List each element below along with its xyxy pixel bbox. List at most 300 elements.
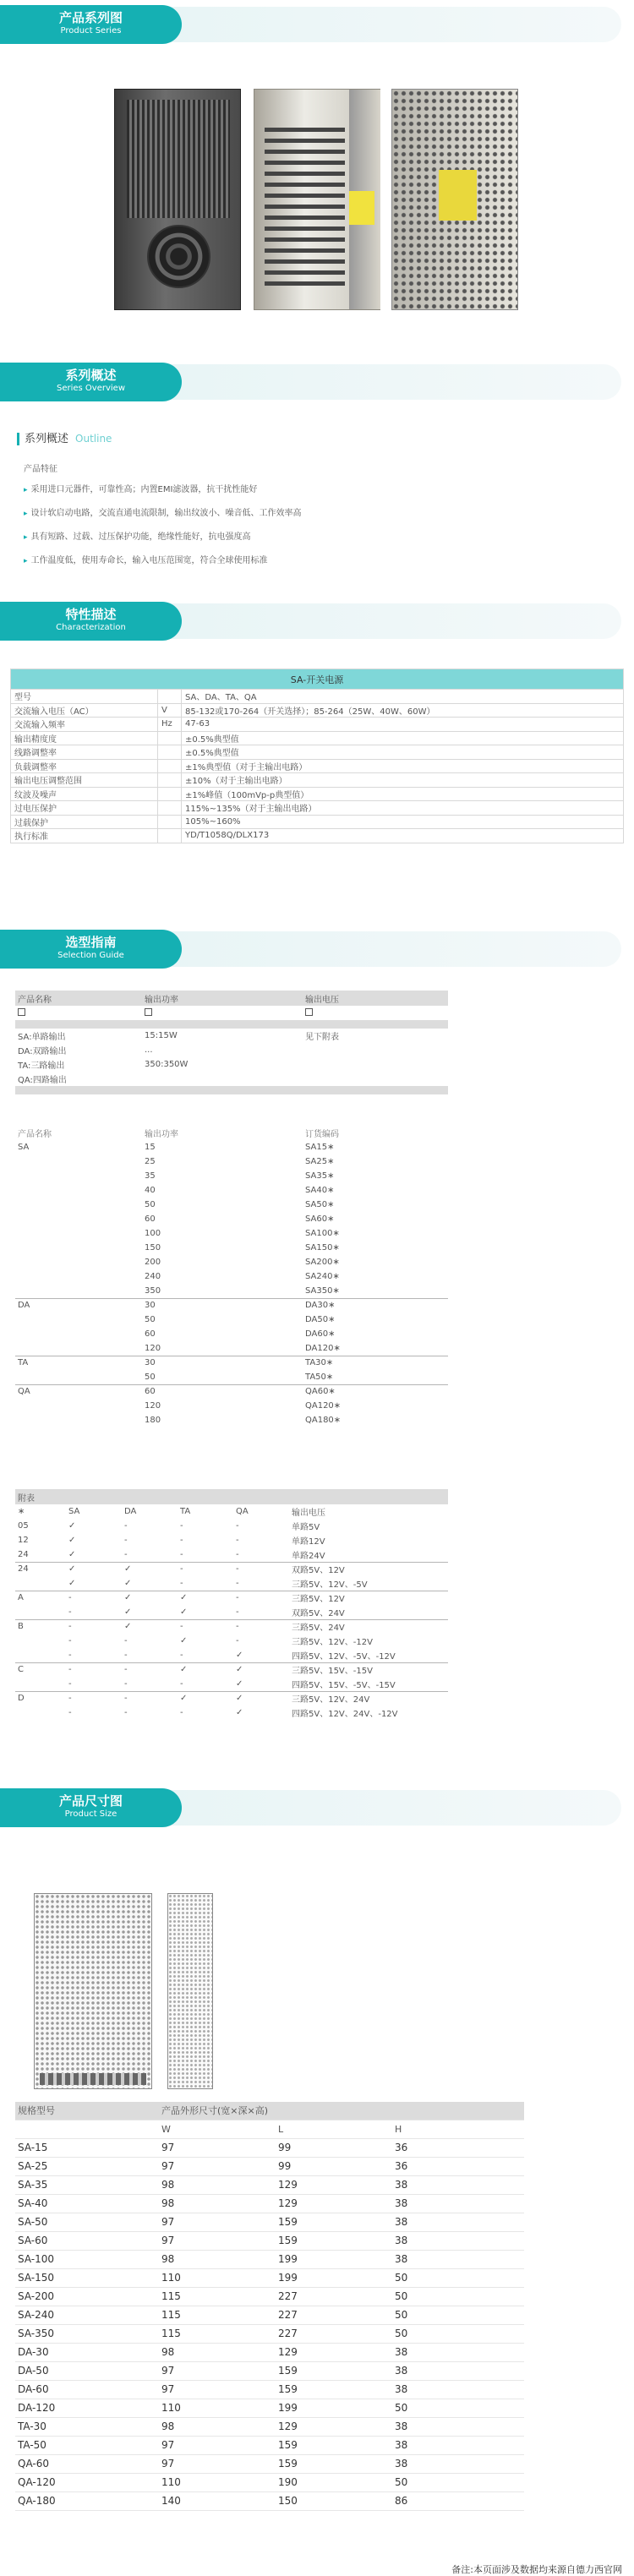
list-item: ▸ 采用进口元器件，可靠性高；内置EMI滤波器，抗干扰性能好 [24,478,302,502]
size-model: SA-60 [15,2231,159,2250]
appendix-voltage: 单路5V [292,1523,320,1532]
table-row [15,2436,524,2454]
table-row [15,1154,448,1169]
size-value: 99 [276,2157,392,2175]
size-value: 115 [159,2287,276,2306]
size-value: 227 [276,2324,392,2343]
appendix-mark: ✓ [68,1578,76,1588]
size-value: 50 [392,2306,524,2324]
size-value: 38 [392,2250,524,2268]
size-model: SA-35 [15,2175,159,2194]
table-row [15,2138,524,2157]
model-name [15,1341,142,1356]
spec-label: 输出精度度 [11,731,158,745]
front-view-drawing [34,1893,152,2089]
table-row [11,815,624,829]
appendix-mark: ✓ [68,1549,76,1559]
model-name: SA [18,1143,30,1152]
size-value: 38 [392,2454,524,2473]
list-item: ▸ 具有短路、过载、过压保护功能，绝缘性能好，抗电强度高 [24,526,302,549]
spec-label: 输出电压调整范围 [11,773,158,788]
size-model: DA-50 [15,2361,159,2380]
size-value: 159 [276,2361,392,2380]
model-power: 15 [145,1143,156,1152]
spec-unit [158,690,182,704]
size-value: 98 [159,2343,276,2361]
appendix-mark: ✓ [66,1562,122,1576]
feature-list [24,478,302,573]
spec-unit [158,773,182,788]
size-head-w: W [159,2120,276,2138]
section-header-series-image [0,5,621,44]
table-row [11,731,624,745]
spec-table-title: SA-开关电源 [11,669,624,690]
appendix-voltage: 三路5V、12V、24V [289,1691,448,1706]
model-name [15,1212,142,1226]
table-row [15,1356,448,1370]
table-row [15,1399,448,1413]
spec-unit [158,815,182,829]
appendix-voltage: 三路5V、24V [289,1619,448,1634]
appendix-head: SA [68,1507,80,1516]
footer-note: 备注:本页面涉及数据均来源自德力西官网 [451,2564,622,2575]
size-value: 115 [159,2324,276,2343]
appendix-mark: - [180,1578,183,1588]
table-row [15,1591,448,1605]
appendix-mark: - [233,1591,289,1605]
size-value: 38 [392,2231,524,2250]
model-code: QA120∗ [305,1401,342,1411]
appendix-mark: - [66,1619,122,1634]
power-min: 15:15W [145,1031,178,1040]
appendix-mark: ✓ [236,1678,243,1689]
spec-value: ±0.5%典型值 [182,745,624,760]
size-value: 36 [392,2138,524,2157]
appendix-voltage: 单路24V [292,1551,325,1561]
appendix-mark: - [178,1619,233,1634]
spec-table [10,669,624,843]
appendix-mark: ✓ [68,1536,76,1545]
size-value: 98 [159,2175,276,2194]
appendix-mark: - [236,1607,239,1617]
model-code: SA25∗ [305,1157,335,1166]
power-max: 350:350W [145,1060,189,1069]
table-row [11,690,624,704]
appendix-mark: - [180,1521,183,1531]
model-power: 350 [145,1285,161,1296]
size-model: QA-180 [15,2491,159,2510]
appendix-mark: ✓ [122,1562,178,1576]
model-code: SA15∗ [305,1143,335,1152]
spec-value: SA、DA、TA、QA [182,690,624,704]
appendix-mark: - [68,1678,72,1689]
table-row [15,1140,448,1154]
appendix-mark: - [68,1607,72,1617]
model-name: TA [15,1356,142,1370]
appendix-mark: - [68,1708,72,1717]
spec-value: 105%~160% [182,815,624,829]
appendix-head: DA [124,1507,137,1516]
size-value: 50 [392,2473,524,2491]
size-model: SA-200 [15,2287,159,2306]
model-power: 120 [145,1343,161,1353]
appendix-code [15,1648,66,1662]
model-power: 50 [145,1200,156,1209]
table-row [15,1255,448,1269]
table-row [15,1648,448,1662]
table-row [15,1619,448,1634]
appendix-mark: ✓ [178,1691,233,1706]
model-power: 120 [145,1401,161,1411]
appendix-voltage: 四路5V、15V、-5V、-15V [292,1680,396,1690]
appendix-voltage: 双路5V、24V [292,1608,345,1618]
fan-icon [147,225,210,288]
spec-label: 纹波及噪声 [11,787,158,801]
appendix-code [15,1706,66,1720]
appendix-mark: - [124,1678,128,1689]
table-row [11,745,624,760]
table-row [15,2306,524,2324]
size-model: DA-120 [15,2399,159,2417]
appendix-voltage: 三路5V、12V、-5V [292,1580,368,1590]
appendix-mark: - [178,1562,233,1576]
appendix-mark: - [122,1691,178,1706]
size-value: 38 [392,2213,524,2231]
spec-value: ±1%峰值（100mVp-p典型值） [182,787,624,801]
model-name: DA [15,1298,142,1313]
table-row [15,2157,524,2175]
table-row [15,2454,524,2473]
spec-value: ±10%（对于主输出电路） [182,773,624,788]
table-row [15,2361,524,2380]
size-model: SA-350 [15,2324,159,2343]
size-value: 159 [276,2231,392,2250]
spec-value: ±0.5%典型值 [182,731,624,745]
section-title: 系列概述 [65,368,117,383]
table-row [15,2473,524,2491]
size-value: 38 [392,2417,524,2436]
spec-unit: V [158,703,182,718]
model-power: 50 [145,1372,156,1382]
appendix-mark: - [236,1536,239,1545]
model-power: 180 [145,1416,161,1425]
appendix-mark: - [124,1650,128,1660]
model-name [15,1154,142,1169]
appendix-code: C [15,1662,66,1677]
size-value: 150 [276,2491,392,2510]
table-row [11,787,624,801]
appendix-mark: - [180,1708,183,1717]
spec-unit [158,801,182,816]
checkbox[interactable] [18,1008,25,1016]
table-row [15,2287,524,2306]
spec-unit [158,829,182,843]
size-value: 190 [276,2473,392,2491]
size-model: SA-40 [15,2194,159,2213]
size-value: 129 [276,2417,392,2436]
appendix-mark: - [124,1536,128,1545]
guide-head-power: 输出功率 [142,991,303,1006]
appendix-code: D [15,1691,66,1706]
appendix-head: TA [180,1507,191,1516]
size-value: 97 [159,2454,276,2473]
size-value: 199 [276,2268,392,2287]
model-code: DA60∗ [305,1329,336,1339]
appendix-mark: ✓ [124,1578,132,1588]
model-table [15,1126,448,1427]
appendix-mark: ✓ [180,1636,188,1645]
spec-unit [158,787,182,801]
table-row [15,1226,448,1241]
model-code: DA50∗ [305,1315,336,1324]
size-value: 115 [159,2306,276,2324]
spec-label: 交流输入电压（AC） [11,703,158,718]
appendix-voltage: 单路12V [292,1537,325,1547]
table-row [15,2399,524,2417]
appendix-code [15,1677,66,1691]
type-sa: SA:单路输出 [18,1033,66,1042]
table-row [15,1169,448,1183]
table-row [11,759,624,773]
size-head-model: 规格型号 [15,2102,159,2120]
section-title: 选型指南 [65,935,117,950]
appendix-code: 24 [18,1549,29,1559]
table-row [15,2194,524,2213]
model-head-name: 产品名称 [18,1130,52,1139]
table-row [15,1533,448,1547]
table-row [15,2250,524,2268]
table-row [15,1341,448,1356]
model-power: 60 [145,1214,156,1224]
appendix-mark: - [180,1549,183,1559]
spec-label: 过电压保护 [11,801,158,816]
table-row [11,829,624,843]
appendix-title: 附表 [15,1489,448,1504]
appendix-code: B [15,1619,66,1634]
model-power: 35 [145,1171,156,1181]
model-name [15,1399,142,1413]
size-value: 97 [159,2436,276,2454]
appendix-mark: - [236,1521,239,1531]
size-value: 97 [159,2138,276,2157]
size-model: QA-120 [15,2473,159,2491]
appendix-mark: - [66,1662,122,1677]
checkbox[interactable] [305,1008,313,1016]
model-code: SA100∗ [305,1229,340,1238]
model-code: SA50∗ [305,1200,335,1209]
model-code: DA120∗ [305,1343,341,1353]
appendix-mark: - [122,1662,178,1677]
size-model: QA-60 [15,2454,159,2473]
spec-value: 115%~135%（对于主输出电路） [182,801,624,816]
size-table [15,2102,524,2511]
section-subtitle: Product Series [60,26,122,35]
table-row [15,1370,448,1384]
section-subtitle: Selection Guide [57,951,124,960]
size-value: 50 [392,2287,524,2306]
model-name [15,1198,142,1212]
size-value: 199 [276,2399,392,2417]
model-code: DA30∗ [303,1298,448,1313]
size-value: 129 [276,2343,392,2361]
size-value: 97 [159,2231,276,2250]
appendix-head: ∗ [18,1507,25,1516]
size-model: SA-15 [15,2138,159,2157]
appendix-mark: - [180,1678,183,1689]
model-code: TA50∗ [305,1372,334,1382]
guide-head-volt: 输出电压 [303,991,448,1006]
model-code: QA180∗ [305,1416,342,1425]
table-row [11,703,624,718]
type-qa: QA:四路输出 [18,1076,67,1085]
size-model: SA-100 [15,2250,159,2268]
model-power: 60 [145,1329,156,1339]
table-row [15,1313,448,1327]
size-head-dims: 产品外形尺寸(宽×深×高) [159,2102,524,2120]
table-row [11,718,624,732]
table-row [15,2343,524,2361]
appendix-mark: - [124,1521,128,1531]
spec-label: 过载保护 [11,815,158,829]
model-power: 50 [145,1315,156,1324]
appendix-code: 24 [15,1562,66,1576]
model-name [15,1241,142,1255]
appendix-mark: - [236,1636,239,1645]
appendix-mark: ✓ [178,1591,233,1605]
model-name [15,1413,142,1427]
model-name [15,1226,142,1241]
overview-subtitle: 产品特征 [24,465,57,474]
size-value: 38 [392,2175,524,2194]
appendix-mark: - [66,1591,122,1605]
appendix-mark: ✓ [122,1619,178,1634]
appendix-code [15,1634,66,1648]
type-ta: TA:三路输出 [18,1062,65,1071]
psu-image-silver [254,89,380,310]
section-header-overview [0,363,621,401]
appendix-mark: ✓ [236,1650,243,1660]
table-row [15,2231,524,2250]
section-title: 产品尺寸图 [58,1793,123,1809]
table-row [15,2268,524,2287]
table-row [15,1327,448,1341]
spec-unit [158,759,182,773]
spec-label: 线路调整率 [11,745,158,760]
appendix-voltage: 四路5V、12V、24V、-12V [292,1710,398,1719]
section-subtitle: Characterization [56,623,126,632]
table-row [15,2417,524,2436]
size-value: 50 [392,2324,524,2343]
table-row [15,1241,448,1255]
appendix-voltage: 双路5V、12V [289,1562,448,1576]
size-value: 86 [392,2491,524,2510]
table-row [15,2324,524,2343]
side-view-drawing [167,1893,213,2089]
spec-unit [158,731,182,745]
size-value: 110 [159,2473,276,2491]
appendix-mark: - [124,1549,128,1559]
guide-head-name: 产品名称 [15,991,142,1006]
model-name [15,1169,142,1183]
table-row [15,2380,524,2399]
size-value: 50 [392,2399,524,2417]
spec-label: 交流输入频率 [11,718,158,732]
psu-image-black [114,89,241,310]
size-value: 98 [159,2194,276,2213]
table-row [15,2491,524,2510]
appendix-mark: - [124,1708,128,1717]
size-value: 159 [276,2380,392,2399]
psu-image-mesh [391,89,518,310]
size-value: 129 [276,2175,392,2194]
appendix-mark: - [66,1691,122,1706]
size-value: 110 [159,2268,276,2287]
model-name [15,1183,142,1198]
size-value: 38 [392,2361,524,2380]
size-model: DA-30 [15,2343,159,2361]
model-name [15,1313,142,1327]
model-code: SA40∗ [305,1186,335,1195]
model-power: 30 [142,1298,303,1313]
section-header-guide [0,930,621,969]
spec-unit: Hz [158,718,182,732]
model-code: SA350∗ [305,1285,340,1296]
size-value: 38 [392,2194,524,2213]
section-subtitle: Series Overview [56,384,125,393]
spec-value: 47-63 [182,718,624,732]
model-power: 40 [145,1186,156,1195]
size-model: SA-50 [15,2213,159,2231]
spec-label: 负载调整率 [11,759,158,773]
model-code: TA30∗ [303,1356,448,1370]
appendix-mark: - [233,1619,289,1634]
model-head-power: 输出功率 [145,1130,178,1139]
model-power: 200 [145,1258,161,1267]
spec-label: 执行标准 [11,829,158,843]
model-name [15,1284,142,1298]
size-value: 140 [159,2491,276,2510]
size-value: 97 [159,2213,276,2231]
size-value: 199 [276,2250,392,2268]
size-value: 38 [392,2380,524,2399]
table-row [15,2213,524,2231]
table-row [11,773,624,788]
table-row [15,1576,448,1591]
table-row [15,1198,448,1212]
table-row [15,1212,448,1226]
size-value: 159 [276,2213,392,2231]
spec-unit [158,745,182,760]
table-row [15,1269,448,1284]
power-ellipsis: ... [145,1045,153,1055]
size-value: 98 [159,2250,276,2268]
model-code: SA60∗ [305,1214,335,1224]
appendix-voltage: 三路5V、15V、-15V [289,1662,448,1677]
appendix-mark: - [124,1636,128,1645]
appendix-head: QA [236,1507,249,1516]
table-row [15,2175,524,2194]
model-code: SA150∗ [305,1243,340,1253]
appendix-code: A [15,1591,66,1605]
appendix-mark: ✓ [233,1662,289,1677]
appendix-voltage: 四路5V、12V、-5V、-12V [292,1651,396,1662]
table-row [15,1298,448,1313]
size-value: 36 [392,2157,524,2175]
checkbox[interactable] [145,1008,152,1016]
model-head-code: 订货编码 [305,1130,339,1139]
list-item: ▸ 工作温度低，使用寿命长，输入电压范围宽，符合全球使用标准 [24,549,302,573]
table-row [15,1519,448,1533]
